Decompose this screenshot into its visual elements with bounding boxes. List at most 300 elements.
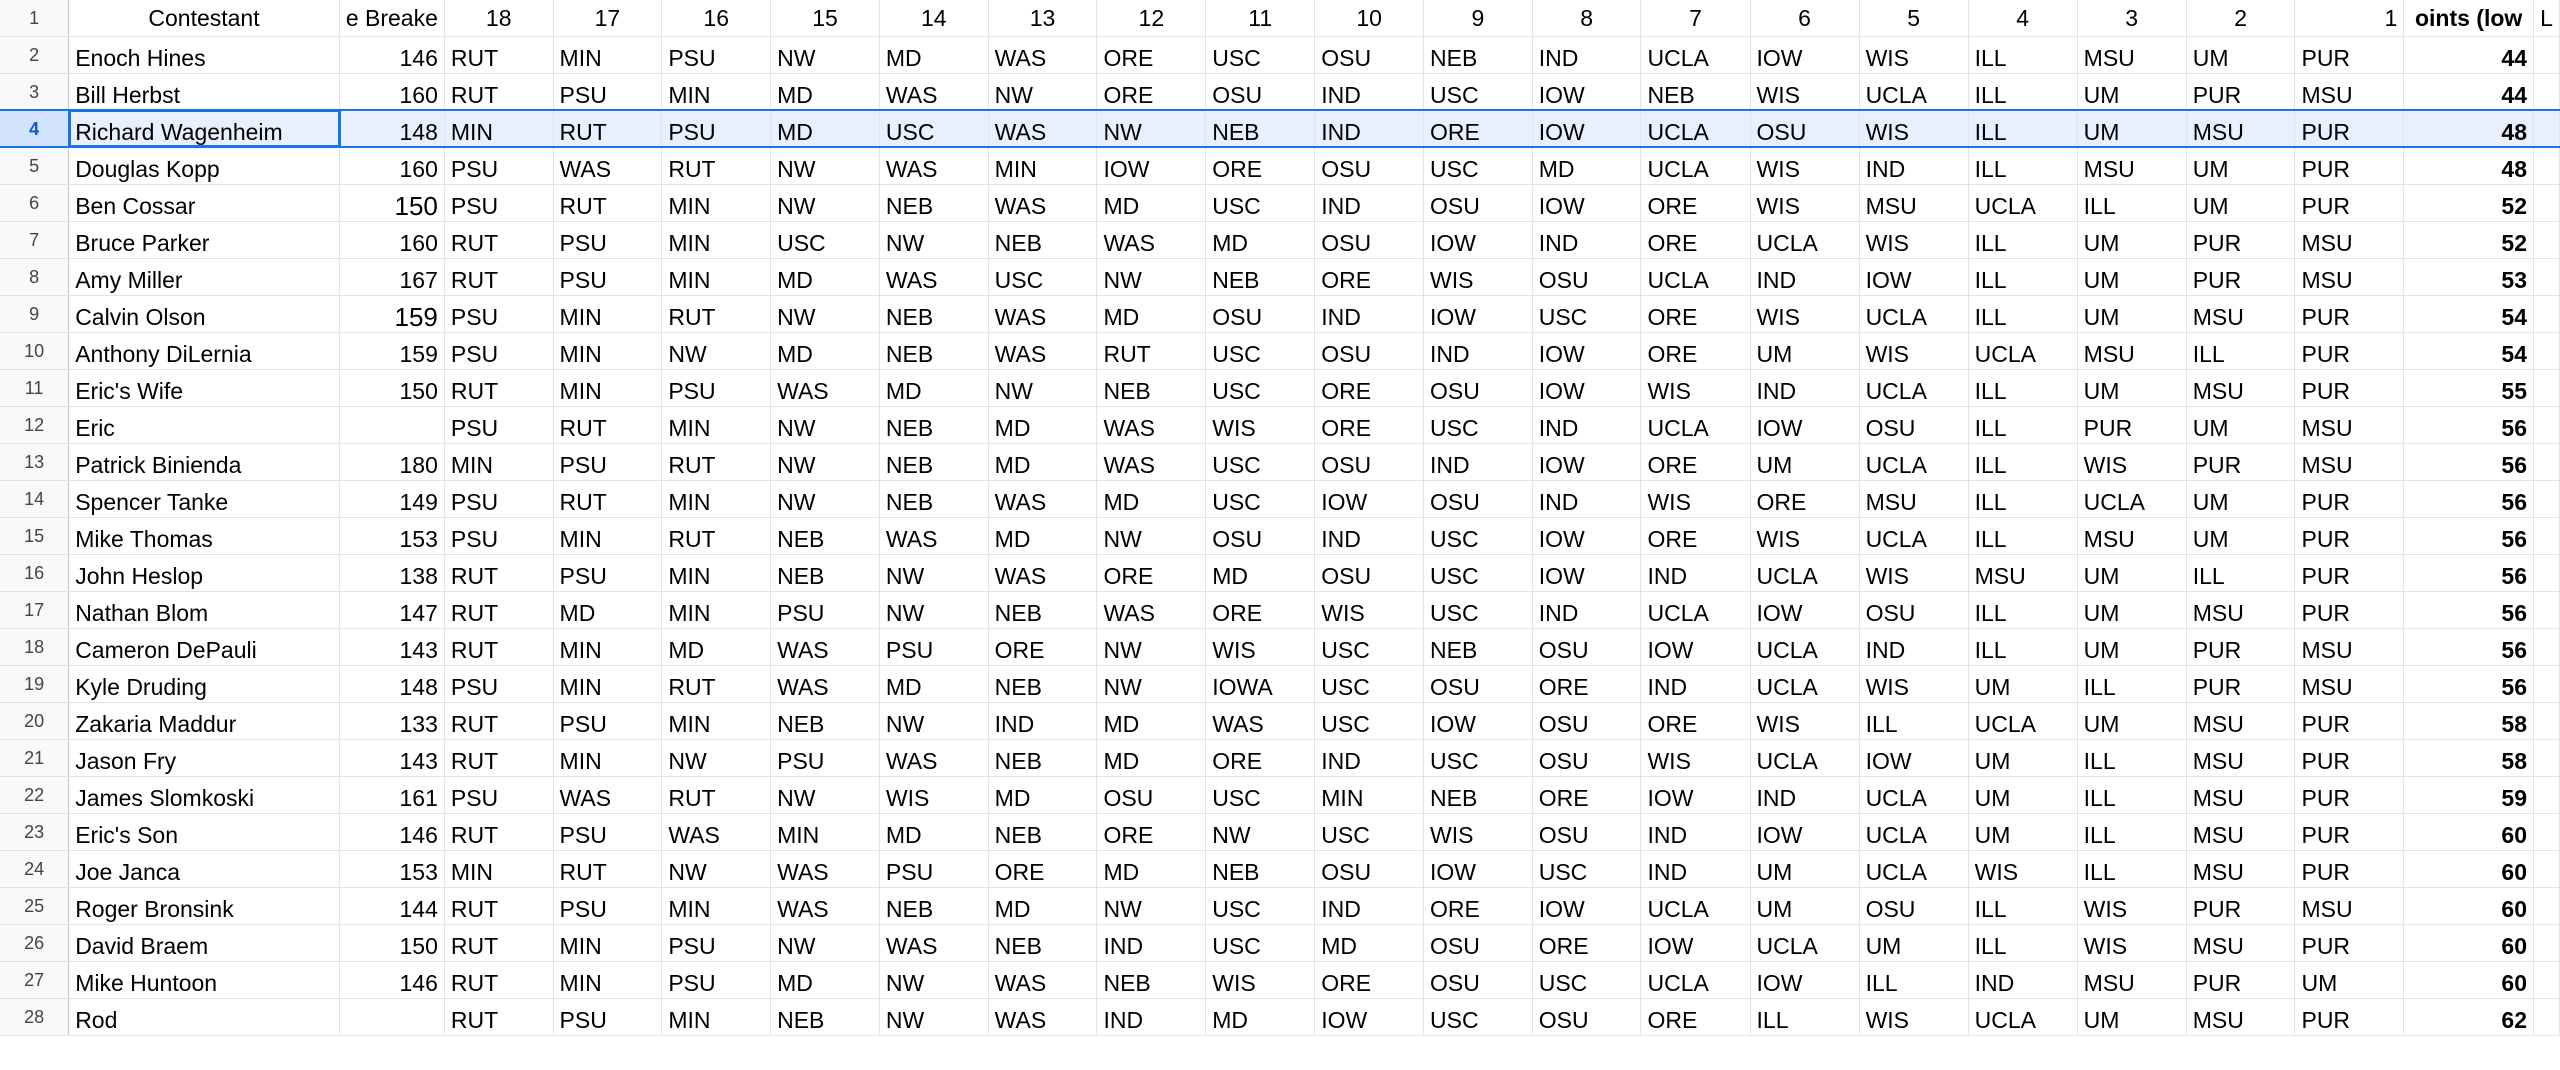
pick-cell[interactable]: OSU [1315, 221, 1424, 258]
row-number[interactable]: 24 [0, 850, 69, 887]
column-header[interactable]: L [2534, 0, 2560, 36]
pick-cell[interactable]: MSU [2186, 924, 2295, 961]
row-number[interactable]: 12 [0, 406, 69, 443]
pick-cell[interactable]: NEB [1206, 110, 1315, 147]
pick-cell[interactable]: IND [1097, 998, 1206, 1035]
pick-cell[interactable]: WAS [879, 147, 988, 184]
pick-cell[interactable]: UCLA [1641, 36, 1750, 73]
pick-cell[interactable]: IOW [1532, 332, 1641, 369]
row-number[interactable]: 11 [0, 369, 69, 406]
pick-cell[interactable]: NEB [1641, 73, 1750, 110]
pick-cell[interactable]: RUT [444, 73, 553, 110]
pick-cell[interactable]: PSU [662, 369, 771, 406]
pick-cell[interactable]: PSU [553, 813, 662, 850]
pick-cell[interactable]: NW [1097, 628, 1206, 665]
pick-cell[interactable]: ILL [2077, 813, 2186, 850]
points-cell[interactable]: 56 [2404, 665, 2534, 702]
pick-cell[interactable]: OSU [1750, 110, 1859, 147]
pick-cell[interactable]: MSU [2295, 443, 2404, 480]
empty-cell[interactable] [2534, 258, 2560, 295]
pick-cell[interactable]: NEB [1424, 36, 1533, 73]
pick-cell[interactable]: NW [771, 443, 880, 480]
pick-cell[interactable]: MSU [2295, 258, 2404, 295]
contestant-cell[interactable]: Bruce Parker [69, 221, 340, 258]
pick-cell[interactable]: MIN [444, 850, 553, 887]
pick-cell[interactable]: RUT [662, 665, 771, 702]
pick-cell[interactable]: WAS [662, 813, 771, 850]
pick-cell[interactable]: UM [2186, 147, 2295, 184]
pick-cell[interactable]: MSU [2186, 776, 2295, 813]
pick-cell[interactable]: UM [2295, 961, 2404, 998]
pick-cell[interactable]: WIS [1641, 369, 1750, 406]
pick-cell[interactable]: PSU [444, 776, 553, 813]
pick-cell[interactable]: MD [1206, 998, 1315, 1035]
column-header[interactable]: 7 [1641, 0, 1750, 36]
pick-cell[interactable]: UCLA [1859, 73, 1968, 110]
pick-cell[interactable]: MD [988, 406, 1097, 443]
row-number[interactable]: 20 [0, 702, 69, 739]
pick-cell[interactable]: UM [1750, 887, 1859, 924]
pick-cell[interactable]: WIS [1206, 406, 1315, 443]
pick-cell[interactable]: IND [1641, 850, 1750, 887]
tie-breaker-cell[interactable]: 143 [339, 628, 444, 665]
pick-cell[interactable]: PSU [553, 221, 662, 258]
pick-cell[interactable]: WIS [1750, 184, 1859, 221]
column-header[interactable]: 18 [444, 0, 553, 36]
pick-cell[interactable]: RUT [444, 739, 553, 776]
pick-cell[interactable]: ILL [1968, 591, 2077, 628]
pick-cell[interactable]: MSU [2295, 406, 2404, 443]
empty-cell[interactable] [2534, 591, 2560, 628]
pick-cell[interactable]: IOW [1859, 739, 1968, 776]
pick-cell[interactable]: IOW [1424, 702, 1533, 739]
pick-cell[interactable]: USC [1424, 147, 1533, 184]
contestant-cell[interactable]: Bill Herbst [69, 73, 340, 110]
pick-cell[interactable]: UCLA [1859, 850, 1968, 887]
pick-cell[interactable]: MIN [662, 887, 771, 924]
contestant-cell[interactable]: John Heslop [69, 554, 340, 591]
pick-cell[interactable]: PSU [444, 147, 553, 184]
pick-cell[interactable]: UCLA [1859, 776, 1968, 813]
pick-cell[interactable]: WIS [1859, 665, 1968, 702]
pick-cell[interactable]: ILL [1968, 443, 2077, 480]
empty-cell[interactable] [2534, 221, 2560, 258]
pick-cell[interactable]: WAS [771, 665, 880, 702]
pick-cell[interactable]: PUR [2186, 258, 2295, 295]
pick-cell[interactable]: RUT [444, 258, 553, 295]
pick-cell[interactable]: ORE [1315, 406, 1424, 443]
pick-cell[interactable]: NEB [879, 332, 988, 369]
pick-cell[interactable]: MSU [2186, 110, 2295, 147]
pick-cell[interactable]: MD [879, 36, 988, 73]
pick-cell[interactable]: UCLA [1859, 369, 1968, 406]
pick-cell[interactable]: UM [2077, 110, 2186, 147]
pick-cell[interactable]: MD [771, 110, 880, 147]
pick-cell[interactable]: IOW [1097, 147, 1206, 184]
pick-cell[interactable]: ILL [2077, 739, 2186, 776]
pick-cell[interactable]: PSU [553, 887, 662, 924]
pick-cell[interactable]: IND [1315, 110, 1424, 147]
pick-cell[interactable]: USC [1424, 406, 1533, 443]
pick-cell[interactable]: IND [1532, 221, 1641, 258]
contestant-cell[interactable]: Spencer Tanke [69, 480, 340, 517]
pick-cell[interactable]: ORE [1641, 295, 1750, 332]
pick-cell[interactable]: WAS [988, 480, 1097, 517]
pick-cell[interactable]: PSU [662, 924, 771, 961]
column-header[interactable]: 6 [1750, 0, 1859, 36]
pick-cell[interactable]: NW [879, 998, 988, 1035]
pick-cell[interactable]: NEB [988, 591, 1097, 628]
pick-cell[interactable]: ILL [1968, 517, 2077, 554]
pick-cell[interactable]: PSU [879, 850, 988, 887]
empty-cell[interactable] [2534, 517, 2560, 554]
pick-cell[interactable]: ORE [1641, 184, 1750, 221]
tie-breaker-cell[interactable]: 160 [339, 221, 444, 258]
pick-cell[interactable]: WAS [771, 850, 880, 887]
pick-cell[interactable]: UM [1968, 813, 2077, 850]
tie-breaker-cell[interactable]: 159 [339, 332, 444, 369]
pick-cell[interactable]: OSU [1532, 998, 1641, 1035]
pick-cell[interactable]: ORE [1206, 147, 1315, 184]
points-cell[interactable]: 55 [2404, 369, 2534, 406]
pick-cell[interactable]: MSU [2186, 813, 2295, 850]
pick-cell[interactable]: NEB [1097, 961, 1206, 998]
pick-cell[interactable]: RUT [553, 184, 662, 221]
pick-cell[interactable]: USC [879, 110, 988, 147]
pick-cell[interactable]: PSU [444, 184, 553, 221]
pick-cell[interactable]: PUR [2295, 998, 2404, 1035]
pick-cell[interactable]: IND [1315, 73, 1424, 110]
pick-cell[interactable]: IND [1641, 813, 1750, 850]
pick-cell[interactable]: WAS [553, 776, 662, 813]
empty-cell[interactable] [2534, 665, 2560, 702]
pick-cell[interactable]: ILL [1968, 406, 2077, 443]
pick-cell[interactable]: IND [1315, 739, 1424, 776]
empty-cell[interactable] [2534, 924, 2560, 961]
pick-cell[interactable]: USC [1424, 73, 1533, 110]
pick-cell[interactable]: ILL [2077, 776, 2186, 813]
pick-cell[interactable]: IOW [1532, 73, 1641, 110]
pick-cell[interactable]: USC [1424, 517, 1533, 554]
column-header[interactable]: 5 [1859, 0, 1968, 36]
pick-cell[interactable]: MSU [1859, 184, 1968, 221]
empty-cell[interactable] [2534, 850, 2560, 887]
points-cell[interactable]: 48 [2404, 110, 2534, 147]
pick-cell[interactable]: OSU [1206, 517, 1315, 554]
pick-cell[interactable]: UM [2186, 480, 2295, 517]
pick-cell[interactable]: RUT [444, 961, 553, 998]
points-cell[interactable]: 60 [2404, 887, 2534, 924]
contestant-cell[interactable]: Eric's Wife [69, 369, 340, 406]
pick-cell[interactable]: UM [2077, 369, 2186, 406]
pick-cell[interactable]: WAS [1097, 591, 1206, 628]
row-number[interactable]: 25 [0, 887, 69, 924]
pick-cell[interactable]: OSU [1315, 850, 1424, 887]
points-cell[interactable]: 56 [2404, 628, 2534, 665]
pick-cell[interactable]: USC [1315, 702, 1424, 739]
contestant-cell[interactable]: Rod [69, 998, 340, 1035]
empty-cell[interactable] [2534, 332, 2560, 369]
points-cell[interactable]: 62 [2404, 998, 2534, 1035]
pick-cell[interactable]: MD [879, 369, 988, 406]
pick-cell[interactable]: WAS [988, 554, 1097, 591]
pick-cell[interactable]: MIN [662, 221, 771, 258]
pick-cell[interactable]: PUR [2295, 332, 2404, 369]
tie-breaker-cell[interactable]: 159 [339, 295, 444, 332]
pick-cell[interactable]: UCLA [1968, 702, 2077, 739]
pick-cell[interactable]: ILL [1968, 628, 2077, 665]
pick-cell[interactable]: OSU [1859, 887, 1968, 924]
pick-cell[interactable]: MIN [553, 739, 662, 776]
pick-cell[interactable]: WAS [1097, 406, 1206, 443]
pick-cell[interactable]: WAS [771, 628, 880, 665]
pick-cell[interactable]: NEB [879, 887, 988, 924]
pick-cell[interactable]: OSU [1206, 295, 1315, 332]
pick-cell[interactable]: USC [1206, 887, 1315, 924]
pick-cell[interactable]: ORE [988, 628, 1097, 665]
pick-cell[interactable]: UCLA [1750, 628, 1859, 665]
pick-cell[interactable]: ORE [1315, 961, 1424, 998]
pick-cell[interactable]: NW [771, 776, 880, 813]
tie-breaker-cell[interactable]: 161 [339, 776, 444, 813]
pick-cell[interactable]: MD [988, 517, 1097, 554]
pick-cell[interactable]: RUT [553, 850, 662, 887]
pick-cell[interactable]: OSU [1532, 628, 1641, 665]
pick-cell[interactable]: PUR [2295, 776, 2404, 813]
pick-cell[interactable]: PUR [2077, 406, 2186, 443]
pick-cell[interactable]: PUR [2295, 813, 2404, 850]
pick-cell[interactable]: IOW [1750, 406, 1859, 443]
pick-cell[interactable]: WAS [771, 369, 880, 406]
pick-cell[interactable]: MIN [662, 406, 771, 443]
pick-cell[interactable]: WIS [1750, 73, 1859, 110]
row-number[interactable]: 8 [0, 258, 69, 295]
row-number[interactable]: 16 [0, 554, 69, 591]
points-cell[interactable]: 56 [2404, 443, 2534, 480]
pick-cell[interactable]: WIS [1859, 110, 1968, 147]
pick-cell[interactable]: PSU [553, 73, 662, 110]
pick-cell[interactable]: NEB [1206, 258, 1315, 295]
pick-cell[interactable]: UCLA [1641, 258, 1750, 295]
tie-breaker-cell[interactable]: 167 [339, 258, 444, 295]
pick-cell[interactable]: RUT [444, 369, 553, 406]
pick-cell[interactable]: NW [771, 406, 880, 443]
pick-cell[interactable]: MIN [553, 332, 662, 369]
pick-cell[interactable]: OSU [1424, 480, 1533, 517]
pick-cell[interactable]: ILL [1968, 924, 2077, 961]
column-header[interactable]: 11 [1206, 0, 1315, 36]
pick-cell[interactable]: ORE [1206, 739, 1315, 776]
pick-cell[interactable]: NW [879, 554, 988, 591]
pick-cell[interactable]: WAS [988, 332, 1097, 369]
pick-cell[interactable]: RUT [444, 887, 553, 924]
pick-cell[interactable]: RUT [444, 813, 553, 850]
row-number[interactable]: 9 [0, 295, 69, 332]
pick-cell[interactable]: UCLA [1641, 406, 1750, 443]
pick-cell[interactable]: USC [1206, 443, 1315, 480]
pick-cell[interactable]: PSU [771, 739, 880, 776]
tie-breaker-cell[interactable]: 138 [339, 554, 444, 591]
pick-cell[interactable]: NEB [1097, 369, 1206, 406]
pick-cell[interactable]: NW [662, 850, 771, 887]
pick-cell[interactable]: IND [1532, 480, 1641, 517]
pick-cell[interactable]: IND [1750, 258, 1859, 295]
pick-cell[interactable]: ILL [1968, 887, 2077, 924]
empty-cell[interactable] [2534, 184, 2560, 221]
pick-cell[interactable]: MD [1532, 147, 1641, 184]
empty-cell[interactable] [2534, 406, 2560, 443]
pick-cell[interactable]: ORE [1641, 517, 1750, 554]
pick-cell[interactable]: MSU [2295, 665, 2404, 702]
pick-cell[interactable]: UM [1859, 924, 1968, 961]
pick-cell[interactable]: UCLA [1750, 924, 1859, 961]
pick-cell[interactable]: IND [1532, 591, 1641, 628]
empty-cell[interactable] [2534, 36, 2560, 73]
pick-cell[interactable]: WIS [1750, 295, 1859, 332]
pick-cell[interactable]: IOW [1750, 813, 1859, 850]
pick-cell[interactable]: MIN [662, 480, 771, 517]
empty-cell[interactable] [2534, 554, 2560, 591]
pick-cell[interactable]: NW [879, 591, 988, 628]
pick-cell[interactable]: MIN [662, 258, 771, 295]
pick-cell[interactable]: IND [1532, 406, 1641, 443]
pick-cell[interactable]: UCLA [1859, 295, 1968, 332]
pick-cell[interactable]: PSU [662, 110, 771, 147]
pick-cell[interactable]: UCLA [1968, 332, 2077, 369]
tie-breaker-cell[interactable]: 160 [339, 147, 444, 184]
pick-cell[interactable]: IND [988, 702, 1097, 739]
pick-cell[interactable]: MD [771, 961, 880, 998]
pick-cell[interactable]: OSU [1424, 924, 1533, 961]
points-cell[interactable]: 60 [2404, 961, 2534, 998]
pick-cell[interactable]: IND [1641, 554, 1750, 591]
pick-cell[interactable]: RUT [444, 924, 553, 961]
pick-cell[interactable]: MIN [553, 924, 662, 961]
pick-cell[interactable]: MD [988, 776, 1097, 813]
tie-breaker-cell[interactable]: 150 [339, 184, 444, 221]
pick-cell[interactable]: ILL [1859, 702, 1968, 739]
pick-cell[interactable]: ILL [2186, 554, 2295, 591]
row-number[interactable]: 7 [0, 221, 69, 258]
contestant-cell[interactable]: Nathan Blom [69, 591, 340, 628]
pick-cell[interactable]: NEB [988, 665, 1097, 702]
pick-cell[interactable]: RUT [444, 628, 553, 665]
pick-cell[interactable]: ORE [1424, 887, 1533, 924]
pick-cell[interactable]: WAS [771, 887, 880, 924]
row-number[interactable]: 15 [0, 517, 69, 554]
pick-cell[interactable]: USC [1315, 813, 1424, 850]
pick-cell[interactable]: RUT [553, 406, 662, 443]
pick-cell[interactable]: ORE [1206, 591, 1315, 628]
pick-cell[interactable]: NEB [988, 813, 1097, 850]
column-header[interactable]: 13 [988, 0, 1097, 36]
pick-cell[interactable]: OSU [1424, 369, 1533, 406]
pick-cell[interactable]: IOW [1750, 961, 1859, 998]
pick-cell[interactable]: WIS [1750, 702, 1859, 739]
pick-cell[interactable]: ORE [1641, 998, 1750, 1035]
pick-cell[interactable]: RUT [444, 998, 553, 1035]
pick-cell[interactable]: USC [1206, 36, 1315, 73]
empty-cell[interactable] [2534, 961, 2560, 998]
pick-cell[interactable]: NW [879, 221, 988, 258]
pick-cell[interactable]: PSU [444, 406, 553, 443]
pick-cell[interactable]: PUR [2186, 961, 2295, 998]
tie-breaker-cell[interactable]: 147 [339, 591, 444, 628]
pick-cell[interactable]: PUR [2295, 110, 2404, 147]
pick-cell[interactable]: PSU [662, 961, 771, 998]
pick-cell[interactable]: WAS [988, 998, 1097, 1035]
pick-cell[interactable]: UCLA [1641, 591, 1750, 628]
pick-cell[interactable]: OSU [1315, 147, 1424, 184]
pick-cell[interactable]: ORE [1532, 924, 1641, 961]
pick-cell[interactable]: WIS [2077, 887, 2186, 924]
pick-cell[interactable]: NEB [988, 739, 1097, 776]
pick-cell[interactable]: USC [1206, 369, 1315, 406]
pick-cell[interactable]: PUR [2295, 924, 2404, 961]
pick-cell[interactable]: UM [1968, 665, 2077, 702]
pick-cell[interactable]: PUR [2295, 184, 2404, 221]
pick-cell[interactable]: USC [1532, 295, 1641, 332]
pick-cell[interactable]: IOW [1750, 591, 1859, 628]
row-number[interactable]: 3 [0, 73, 69, 110]
pick-cell[interactable]: RUT [444, 591, 553, 628]
column-header[interactable]: e Breake [339, 0, 444, 36]
pick-cell[interactable]: ILL [2186, 332, 2295, 369]
pick-cell[interactable]: USC [1315, 628, 1424, 665]
pick-cell[interactable]: IND [1315, 517, 1424, 554]
pick-cell[interactable]: USC [1424, 739, 1533, 776]
pick-cell[interactable]: PSU [662, 36, 771, 73]
pick-cell[interactable]: IND [1532, 36, 1641, 73]
contestant-cell[interactable]: Anthony DiLernia [69, 332, 340, 369]
pick-cell[interactable]: IOW [1532, 517, 1641, 554]
pick-cell[interactable]: PSU [553, 258, 662, 295]
pick-cell[interactable]: MSU [2295, 73, 2404, 110]
pick-cell[interactable]: NW [662, 332, 771, 369]
pick-cell[interactable]: NW [662, 739, 771, 776]
row-number[interactable]: 22 [0, 776, 69, 813]
pick-cell[interactable]: OSU [1315, 554, 1424, 591]
pick-cell[interactable]: MD [1097, 184, 1206, 221]
row-number[interactable]: 14 [0, 480, 69, 517]
row-number[interactable]: 6 [0, 184, 69, 221]
pick-cell[interactable]: NEB [879, 480, 988, 517]
pick-cell[interactable]: PUR [2295, 554, 2404, 591]
pick-cell[interactable]: WIS [1641, 739, 1750, 776]
pick-cell[interactable]: IOW [1859, 258, 1968, 295]
empty-cell[interactable] [2534, 628, 2560, 665]
pick-cell[interactable]: PUR [2295, 517, 2404, 554]
pick-cell[interactable]: WIS [1424, 813, 1533, 850]
pick-cell[interactable]: NEB [1424, 628, 1533, 665]
pick-cell[interactable]: ILL [1968, 221, 2077, 258]
pick-cell[interactable]: UCLA [1968, 184, 2077, 221]
contestant-cell[interactable]: Patrick Binienda [69, 443, 340, 480]
column-header[interactable]: 8 [1532, 0, 1641, 36]
pick-cell[interactable]: UM [2077, 258, 2186, 295]
pick-cell[interactable]: MD [1206, 221, 1315, 258]
column-header[interactable]: 15 [771, 0, 880, 36]
empty-cell[interactable] [2534, 443, 2560, 480]
pick-cell[interactable]: IOW [1641, 628, 1750, 665]
pick-cell[interactable]: WAS [1097, 221, 1206, 258]
pick-cell[interactable]: MD [1097, 702, 1206, 739]
pick-cell[interactable]: PSU [553, 702, 662, 739]
pick-cell[interactable]: WIS [1315, 591, 1424, 628]
column-header[interactable]: 9 [1424, 0, 1533, 36]
pick-cell[interactable]: PUR [2295, 36, 2404, 73]
pick-cell[interactable]: RUT [444, 702, 553, 739]
